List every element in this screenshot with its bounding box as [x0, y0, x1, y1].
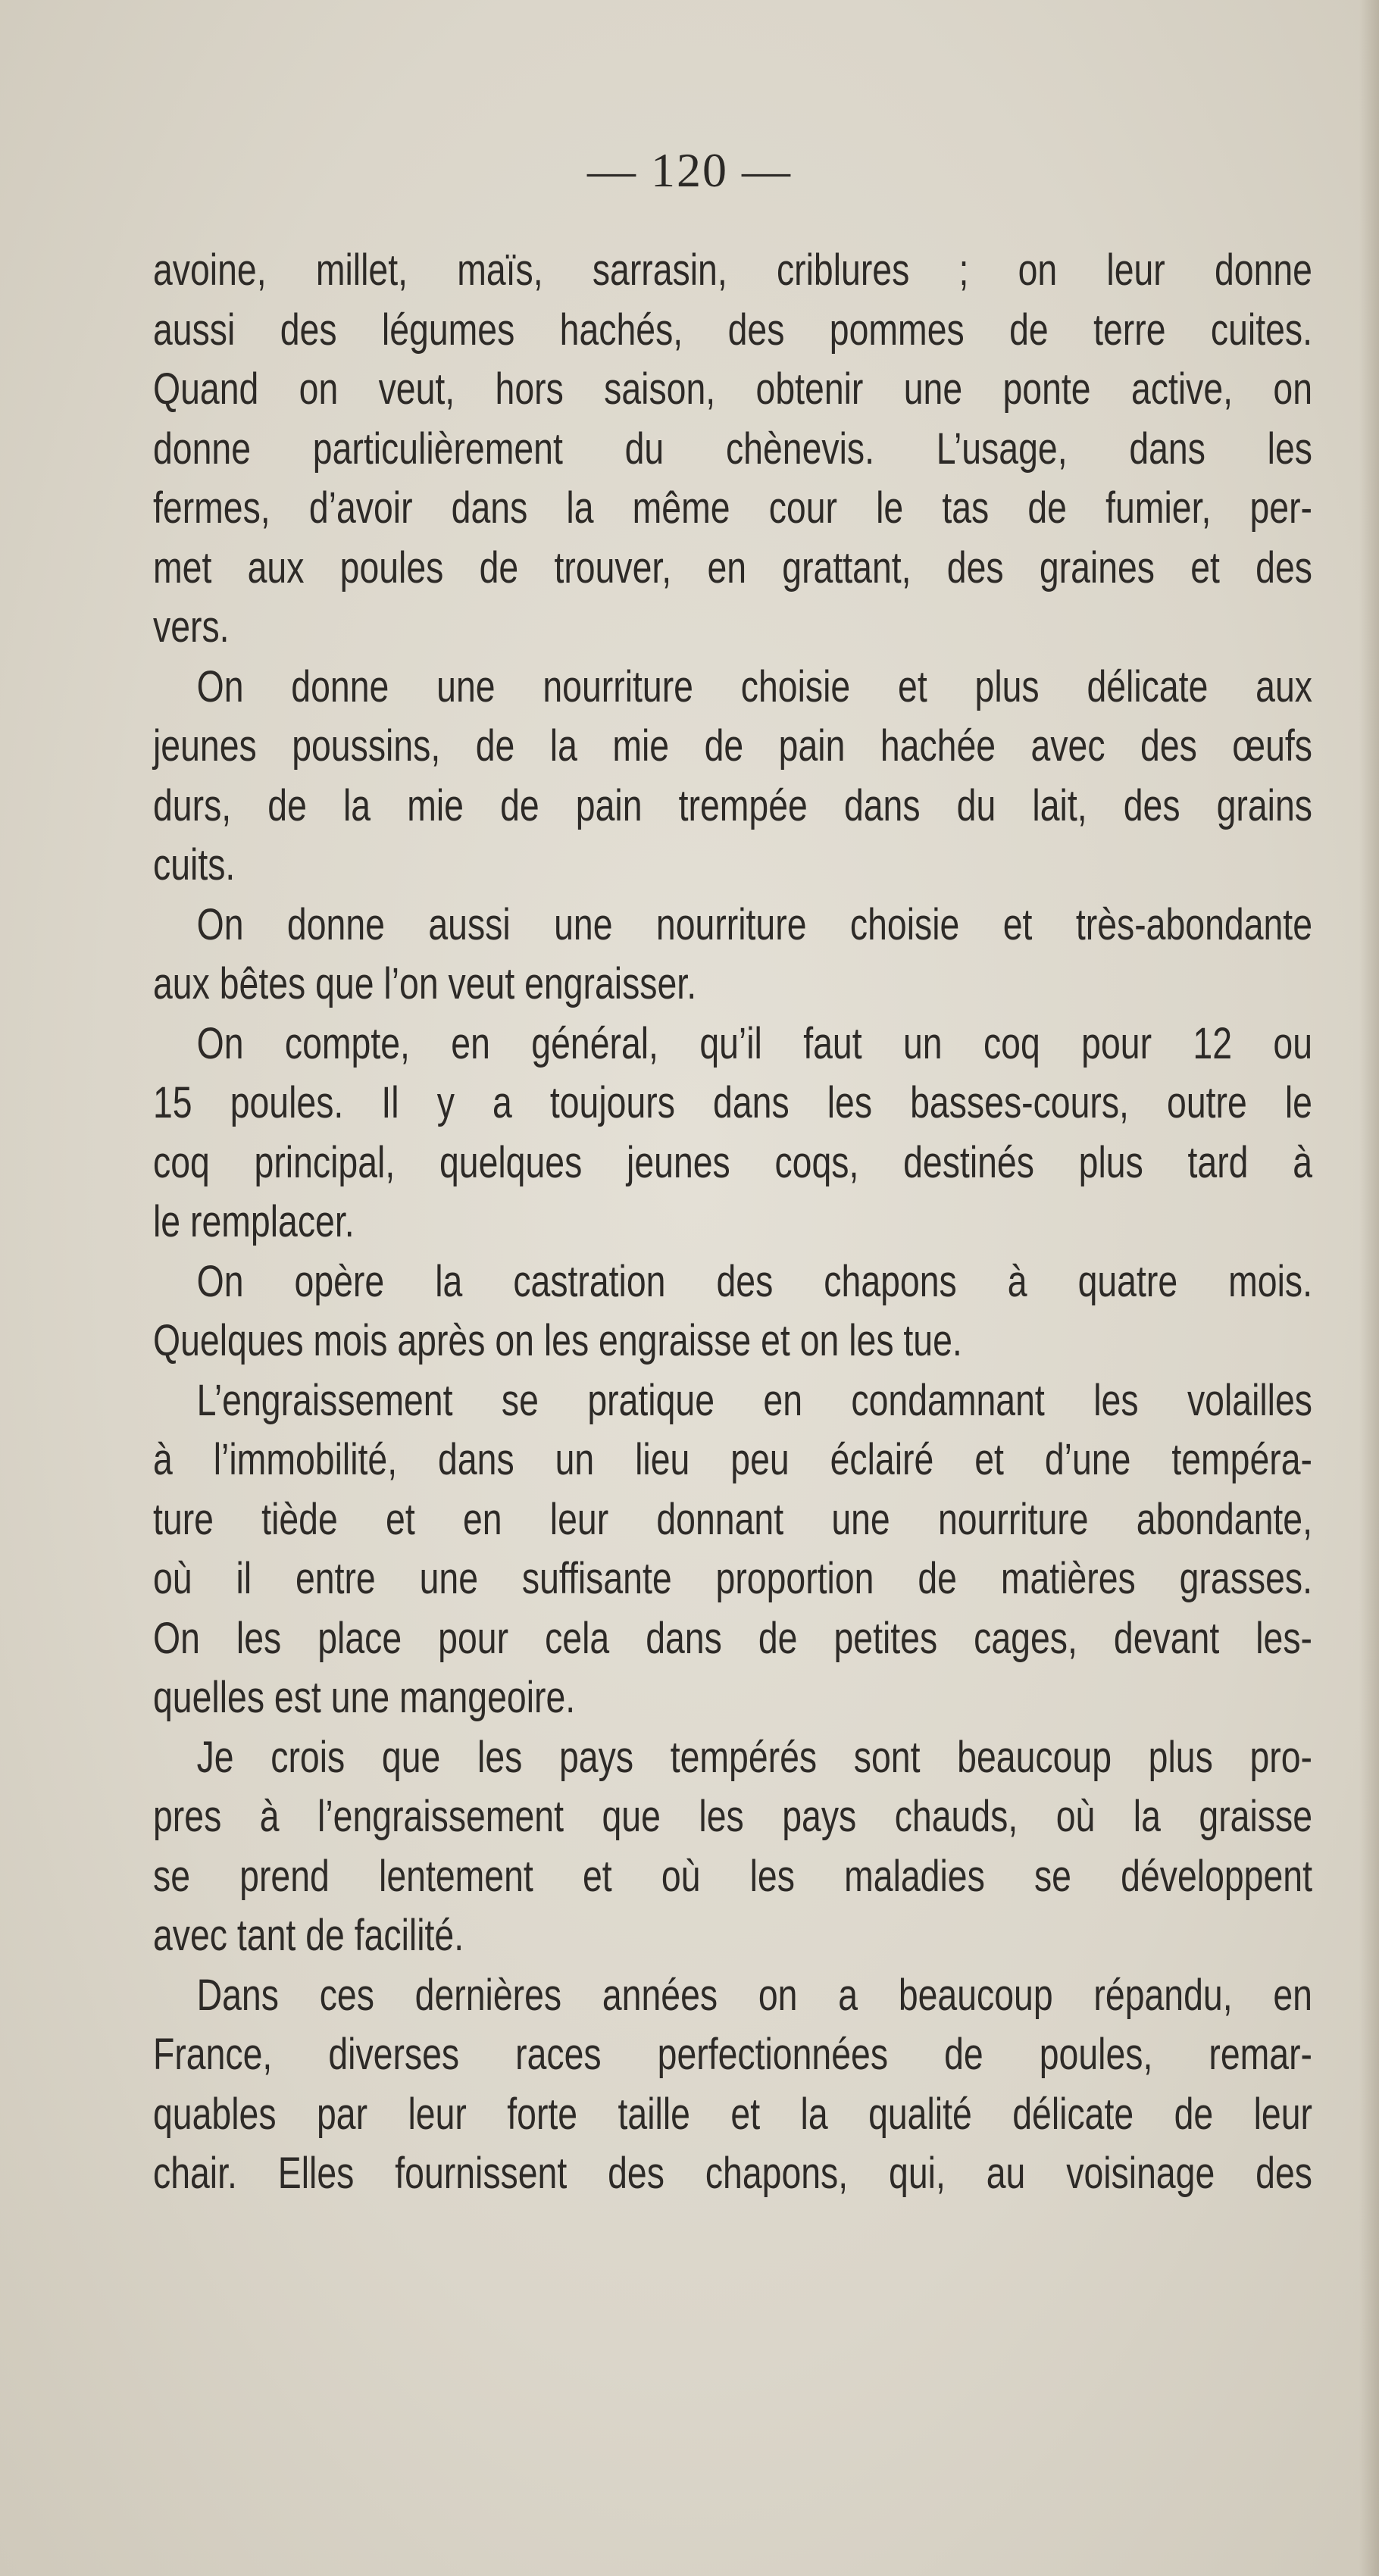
text-line: Je crois que les pays tempérés sont beaucoup plus pro- — [196, 1732, 1313, 1782]
text-line: cuits. — [153, 840, 236, 889]
text-line: aussi des légumes hachés, des pommes de terre cuites. — [153, 305, 1312, 355]
text-line: Dans ces dernières années on a beaucoup répandu, en — [196, 1970, 1313, 2020]
text-line: durs, de la mie de pain trempée dans du lait, des grains — [153, 780, 1312, 830]
text-line: vers. — [153, 602, 230, 652]
text-line: L’engraissement se pratique en condamnant les volailles — [196, 1375, 1313, 1425]
text-line: quables par leur forte taille et la qualité délicate de leur — [153, 2089, 1312, 2139]
text-line: Quelques mois après on les engraisse et on les tue. — [153, 1316, 962, 1365]
text-line: On compte, en général, qu’il faut un coq pour 12 ou — [196, 1018, 1313, 1068]
text-line: met aux poules de trouver, en grattant, des graines et des — [153, 542, 1312, 592]
text-line: à l’immobilité, dans un lieu peu éclairé et d’une tempéra- — [153, 1435, 1312, 1484]
text-line: ture tiède et en leur donnant une nourriture abondante, — [153, 1494, 1312, 1544]
text-line: aux bêtes que l’on veut engraisser. — [153, 959, 697, 1008]
text-line: On donne aussi une nourriture choisie et très-abondante — [196, 899, 1313, 949]
text-line: où il entre une suffisante proportion de matières grasses. — [153, 1554, 1312, 1603]
text-line: se prend lentement et où les maladies se développent — [153, 1851, 1312, 1901]
text-line: 15 poules. Il y a toujours dans les basses-cours, outre le — [153, 1078, 1312, 1127]
text-line: Quand on veut, hors saison, obtenir une ponte active, on — [153, 364, 1312, 414]
text-line: coq principal, quelques jeunes coqs, destinés plus tard à — [153, 1137, 1312, 1187]
page-number: — 120 — — [587, 143, 792, 197]
text-line: On donne une nourriture choisie et plus délicate aux — [196, 661, 1313, 711]
body-text — [153, 241, 1312, 2204]
text-line: quelles est une mangeoire. — [153, 1673, 576, 1722]
text-line: On opère la castration des chapons à quatre mois. — [196, 1256, 1313, 1306]
text-line: le remplacer. — [153, 1197, 355, 1246]
text-line: jeunes poussins, de la mie de pain hachée avec des œufs — [153, 721, 1312, 771]
text-line: On les place pour cela dans de petites cages, devant les- — [153, 1613, 1312, 1663]
text-line: chair. Elles fournissent des chapons, qui, au voisinage des — [153, 2149, 1312, 2198]
text-line: avoine, millet, maïs, sarrasin, criblures ; on leur donne — [153, 245, 1312, 295]
page-edge-shadow — [1359, 0, 1379, 2576]
text-line: avec tant de facilité. — [153, 1911, 464, 1960]
text-line: donne particulièrement du chènevis. L’usage, dans les — [153, 424, 1312, 474]
text-line: pres à l’engraissement que les pays chauds, où la graisse — [153, 1792, 1312, 1841]
text-line: fermes, d’avoir dans la même cour le tas de fumier, per- — [153, 483, 1312, 533]
text-line: France, diverses races perfectionnées de poules, remar- — [153, 2030, 1312, 2079]
